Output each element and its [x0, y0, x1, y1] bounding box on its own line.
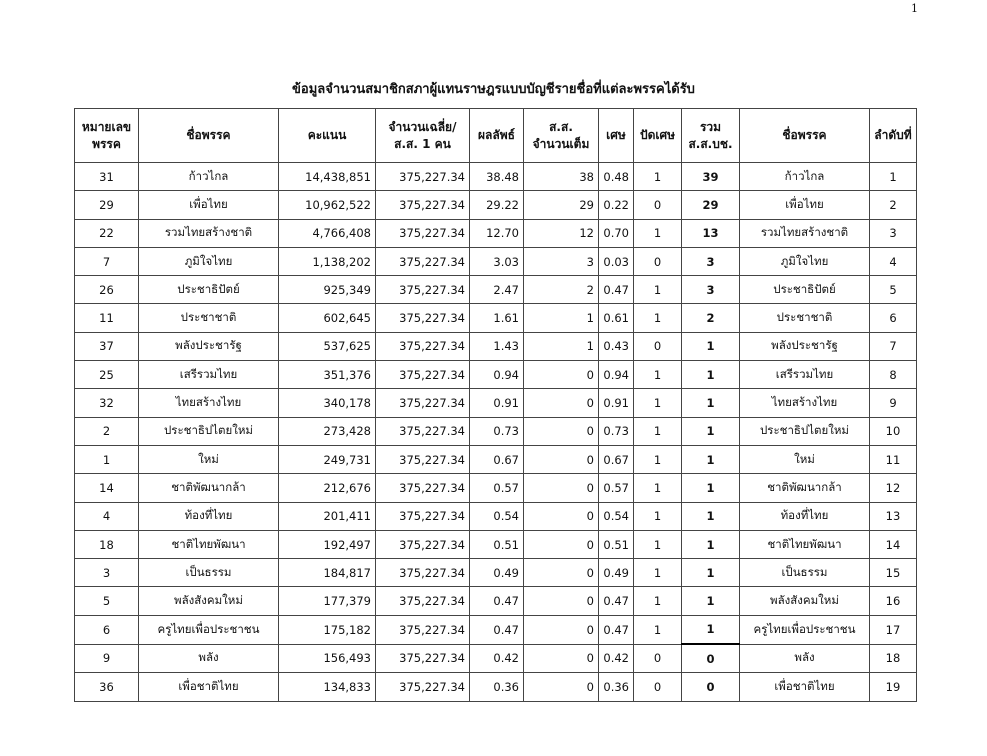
- cell-votes: 1,138,202: [279, 247, 376, 275]
- cell-average-per-mp: 375,227.34: [376, 304, 470, 332]
- cell-party-name: ชาติไทยพัฒนา: [139, 530, 279, 558]
- cell-whole-seats: 0: [524, 615, 599, 644]
- cell-average-per-mp: 375,227.34: [376, 276, 470, 304]
- cell-remainder: 0.36: [599, 673, 634, 701]
- cell-rank: 13: [870, 502, 917, 530]
- cell-party-name-2: ไทยสร้างไทย: [740, 389, 870, 417]
- cell-party-name: เสรีรวมไทย: [139, 361, 279, 389]
- table-row: [75, 673, 917, 701]
- cell-total-list-seats: 3: [682, 276, 740, 304]
- cell-result: 0.47: [470, 587, 524, 615]
- cell-average-per-mp: 375,227.34: [376, 673, 470, 701]
- cell-party-number: 29: [75, 191, 139, 219]
- cell-votes: 134,833: [279, 673, 376, 701]
- cell-votes: 192,497: [279, 530, 376, 558]
- header-total-list-seats: รวม ส.ส.บช.: [682, 109, 740, 163]
- table-row: [75, 219, 917, 247]
- cell-rank: 18: [870, 644, 917, 673]
- cell-party-name-2: ชาติไทยพัฒนา: [740, 530, 870, 558]
- cell-party-name-2: ประชาชาติ: [740, 304, 870, 332]
- cell-whole-seats: 0: [524, 445, 599, 473]
- cell-result: 0.49: [470, 559, 524, 587]
- cell-party-name: ก้าวไกล: [139, 163, 279, 191]
- cell-result: 0.67: [470, 445, 524, 473]
- cell-whole-seats: 1: [524, 332, 599, 360]
- cell-average-per-mp: 375,227.34: [376, 559, 470, 587]
- cell-votes: 249,731: [279, 445, 376, 473]
- cell-party-name: รวมไทยสร้างชาติ: [139, 219, 279, 247]
- cell-result: 1.43: [470, 332, 524, 360]
- cell-party-name-2: ประชาธิปไตยใหม่: [740, 417, 870, 445]
- cell-votes: 184,817: [279, 559, 376, 587]
- cell-remainder: 0.22: [599, 191, 634, 219]
- cell-rounding: 1: [634, 304, 682, 332]
- cell-votes: 925,349: [279, 276, 376, 304]
- cell-total-list-seats: 1: [682, 361, 740, 389]
- cell-party-name-2: พลัง: [740, 644, 870, 673]
- cell-total-list-seats: 2: [682, 304, 740, 332]
- cell-whole-seats: 2: [524, 276, 599, 304]
- table-row: [75, 163, 917, 191]
- cell-result: 0.94: [470, 361, 524, 389]
- cell-votes: 201,411: [279, 502, 376, 530]
- cell-result: 0.91: [470, 389, 524, 417]
- cell-rounding: 1: [634, 502, 682, 530]
- table-header-row: [75, 109, 917, 163]
- table-row: [75, 615, 917, 644]
- cell-total-list-seats: 39: [682, 163, 740, 191]
- cell-remainder: 0.48: [599, 163, 634, 191]
- cell-rounding: 1: [634, 163, 682, 191]
- cell-party-name: ท้องที่ไทย: [139, 502, 279, 530]
- cell-party-name: พลังประชารัฐ: [139, 332, 279, 360]
- cell-total-list-seats: 1: [682, 474, 740, 502]
- cell-result: 0.42: [470, 644, 524, 673]
- cell-average-per-mp: 375,227.34: [376, 502, 470, 530]
- cell-total-list-seats: 0: [682, 673, 740, 701]
- cell-rounding: 1: [634, 587, 682, 615]
- cell-rounding: 1: [634, 417, 682, 445]
- cell-rounding: 1: [634, 474, 682, 502]
- table-row: [75, 530, 917, 558]
- cell-remainder: 0.54: [599, 502, 634, 530]
- cell-party-name-2: พลังสังคมใหม่: [740, 587, 870, 615]
- cell-votes: 212,676: [279, 474, 376, 502]
- cell-result: 29.22: [470, 191, 524, 219]
- cell-party-number: 5: [75, 587, 139, 615]
- cell-result: 0.73: [470, 417, 524, 445]
- table-row: [75, 332, 917, 360]
- cell-rank: 17: [870, 615, 917, 644]
- header-result: ผลลัพธ์: [470, 109, 524, 163]
- cell-result: 3.03: [470, 247, 524, 275]
- party-list-seat-table: [74, 108, 917, 702]
- cell-party-name-2: เพื่อไทย: [740, 191, 870, 219]
- cell-result: 38.48: [470, 163, 524, 191]
- cell-rank: 14: [870, 530, 917, 558]
- cell-party-number: 3: [75, 559, 139, 587]
- cell-result: 0.54: [470, 502, 524, 530]
- cell-party-name: ภูมิใจไทย: [139, 247, 279, 275]
- cell-whole-seats: 0: [524, 559, 599, 587]
- cell-total-list-seats: 3: [682, 247, 740, 275]
- cell-party-number: 36: [75, 673, 139, 701]
- cell-rounding: 0: [634, 673, 682, 701]
- cell-remainder: 0.51: [599, 530, 634, 558]
- cell-votes: 351,376: [279, 361, 376, 389]
- cell-votes: 177,379: [279, 587, 376, 615]
- cell-remainder: 0.67: [599, 445, 634, 473]
- cell-whole-seats: 0: [524, 361, 599, 389]
- cell-party-name: พลัง: [139, 644, 279, 673]
- cell-party-number: 7: [75, 247, 139, 275]
- cell-votes: 175,182: [279, 615, 376, 644]
- cell-remainder: 0.49: [599, 559, 634, 587]
- cell-rank: 12: [870, 474, 917, 502]
- cell-whole-seats: 0: [524, 389, 599, 417]
- table-row: [75, 361, 917, 389]
- cell-average-per-mp: 375,227.34: [376, 615, 470, 644]
- cell-rounding: 1: [634, 219, 682, 247]
- cell-party-number: 6: [75, 615, 139, 644]
- cell-rank: 6: [870, 304, 917, 332]
- cell-average-per-mp: 375,227.34: [376, 417, 470, 445]
- cell-result: 0.36: [470, 673, 524, 701]
- cell-whole-seats: 0: [524, 417, 599, 445]
- cell-party-number: 4: [75, 502, 139, 530]
- cell-total-list-seats: 1: [682, 559, 740, 587]
- cell-rank: 15: [870, 559, 917, 587]
- cell-party-name: ชาติพัฒนากล้า: [139, 474, 279, 502]
- cell-remainder: 0.47: [599, 615, 634, 644]
- header-rounding: ปัดเศษ: [634, 109, 682, 163]
- cell-rounding: 0: [634, 644, 682, 673]
- cell-party-name-2: พลังประชารัฐ: [740, 332, 870, 360]
- cell-party-name-2: ประชาธิปัตย์: [740, 276, 870, 304]
- cell-rounding: 1: [634, 389, 682, 417]
- cell-total-list-seats: 1: [682, 389, 740, 417]
- header-average-per-mp: จำนวนเฉลี่ย/ ส.ส. 1 คน: [376, 109, 470, 163]
- cell-whole-seats: 0: [524, 587, 599, 615]
- cell-rank: 10: [870, 417, 917, 445]
- cell-votes: 602,645: [279, 304, 376, 332]
- cell-party-name: เพื่อชาติไทย: [139, 673, 279, 701]
- cell-party-name-2: ก้าวไกล: [740, 163, 870, 191]
- cell-rank: 4: [870, 247, 917, 275]
- cell-party-number: 37: [75, 332, 139, 360]
- cell-rank: 11: [870, 445, 917, 473]
- header-remainder: เศษ: [599, 109, 634, 163]
- cell-whole-seats: 0: [524, 644, 599, 673]
- table-row: [75, 417, 917, 445]
- cell-party-name: ไทยสร้างไทย: [139, 389, 279, 417]
- table-row: [75, 445, 917, 473]
- cell-average-per-mp: 375,227.34: [376, 332, 470, 360]
- header-party-number: หมายเลข พรรค: [75, 109, 139, 163]
- cell-party-number: 25: [75, 361, 139, 389]
- cell-party-name-2: ท้องที่ไทย: [740, 502, 870, 530]
- table-row: [75, 502, 917, 530]
- cell-total-list-seats: 29: [682, 191, 740, 219]
- cell-remainder: 0.94: [599, 361, 634, 389]
- cell-total-list-seats: 1: [682, 530, 740, 558]
- header-rank: ลำดับที่: [870, 109, 917, 163]
- cell-rounding: 1: [634, 445, 682, 473]
- cell-result: 2.47: [470, 276, 524, 304]
- header-party-name-2: ชื่อพรรค: [740, 109, 870, 163]
- cell-votes: 156,493: [279, 644, 376, 673]
- cell-rank: 19: [870, 673, 917, 701]
- cell-whole-seats: 0: [524, 502, 599, 530]
- cell-whole-seats: 38: [524, 163, 599, 191]
- cell-party-name: เพื่อไทย: [139, 191, 279, 219]
- cell-average-per-mp: 375,227.34: [376, 361, 470, 389]
- cell-whole-seats: 3: [524, 247, 599, 275]
- cell-party-name-2: ชาติพัฒนากล้า: [740, 474, 870, 502]
- cell-party-number: 1: [75, 445, 139, 473]
- cell-party-number: 31: [75, 163, 139, 191]
- header-party-name: ชื่อพรรค: [139, 109, 279, 163]
- cell-rounding: 1: [634, 559, 682, 587]
- cell-party-name: ใหม่: [139, 445, 279, 473]
- table-row: [75, 559, 917, 587]
- cell-rounding: 0: [634, 191, 682, 219]
- cell-total-list-seats: 1: [682, 417, 740, 445]
- cell-party-name-2: ภูมิใจไทย: [740, 247, 870, 275]
- cell-remainder: 0.03: [599, 247, 634, 275]
- cell-result: 1.61: [470, 304, 524, 332]
- cell-party-number: 22: [75, 219, 139, 247]
- cell-remainder: 0.91: [599, 389, 634, 417]
- cell-remainder: 0.43: [599, 332, 634, 360]
- cell-result: 0.47: [470, 615, 524, 644]
- cell-party-name: ประชาธิปไตยใหม่: [139, 417, 279, 445]
- cell-rank: 9: [870, 389, 917, 417]
- table-row: [75, 191, 917, 219]
- cell-average-per-mp: 375,227.34: [376, 191, 470, 219]
- header-whole-seats: ส.ส. จำนวนเต็ม: [524, 109, 599, 163]
- cell-rank: 1: [870, 163, 917, 191]
- cell-average-per-mp: 375,227.34: [376, 247, 470, 275]
- table-row: [75, 474, 917, 502]
- cell-remainder: 0.70: [599, 219, 634, 247]
- cell-average-per-mp: 375,227.34: [376, 530, 470, 558]
- cell-party-name: พลังสังคมใหม่: [139, 587, 279, 615]
- cell-average-per-mp: 375,227.34: [376, 163, 470, 191]
- cell-party-name-2: เพื่อชาติไทย: [740, 673, 870, 701]
- cell-rank: 7: [870, 332, 917, 360]
- cell-party-name-2: ครูไทยเพื่อประชาชน: [740, 615, 870, 644]
- cell-rounding: 1: [634, 276, 682, 304]
- cell-party-number: 14: [75, 474, 139, 502]
- table-row: [75, 644, 917, 673]
- cell-votes: 4,766,408: [279, 219, 376, 247]
- cell-party-number: 32: [75, 389, 139, 417]
- cell-result: 12.70: [470, 219, 524, 247]
- cell-rank: 5: [870, 276, 917, 304]
- cell-whole-seats: 0: [524, 530, 599, 558]
- cell-average-per-mp: 375,227.34: [376, 389, 470, 417]
- table-row: [75, 276, 917, 304]
- cell-total-list-seats: 1: [682, 615, 740, 644]
- cell-party-name-2: เป็นธรรม: [740, 559, 870, 587]
- cell-rank: 2: [870, 191, 917, 219]
- cell-total-list-seats: 13: [682, 219, 740, 247]
- cell-rank: 16: [870, 587, 917, 615]
- cell-rank: 3: [870, 219, 917, 247]
- cell-result: 0.57: [470, 474, 524, 502]
- cell-remainder: 0.42: [599, 644, 634, 673]
- table-row: [75, 389, 917, 417]
- cell-total-list-seats: 0: [682, 644, 740, 673]
- header-votes: คะแนน: [279, 109, 376, 163]
- table-row: [75, 304, 917, 332]
- document-title: ข้อมูลจำนวนสมาชิกสภาผู้แทนราษฎรแบบบัญชีรายชื่อที่แต่ละพรรคได้รับ: [292, 82, 695, 97]
- cell-party-name: ประชาธิปัตย์: [139, 276, 279, 304]
- cell-party-name-2: รวมไทยสร้างชาติ: [740, 219, 870, 247]
- table-row: [75, 247, 917, 275]
- cell-remainder: 0.47: [599, 276, 634, 304]
- cell-party-number: 11: [75, 304, 139, 332]
- cell-total-list-seats: 1: [682, 445, 740, 473]
- cell-total-list-seats: 1: [682, 587, 740, 615]
- cell-party-name-2: ใหม่: [740, 445, 870, 473]
- cell-rounding: 0: [634, 247, 682, 275]
- cell-party-number: 2: [75, 417, 139, 445]
- cell-party-number: 26: [75, 276, 139, 304]
- cell-average-per-mp: 375,227.34: [376, 219, 470, 247]
- cell-votes: 14,438,851: [279, 163, 376, 191]
- cell-average-per-mp: 375,227.34: [376, 445, 470, 473]
- cell-total-list-seats: 1: [682, 502, 740, 530]
- cell-rounding: 0: [634, 332, 682, 360]
- cell-party-number: 18: [75, 530, 139, 558]
- cell-party-name: ครูไทยเพื่อประชาชน: [139, 615, 279, 644]
- cell-whole-seats: 12: [524, 219, 599, 247]
- cell-average-per-mp: 375,227.34: [376, 644, 470, 673]
- cell-party-number: 9: [75, 644, 139, 673]
- cell-whole-seats: 0: [524, 474, 599, 502]
- cell-whole-seats: 1: [524, 304, 599, 332]
- cell-votes: 340,178: [279, 389, 376, 417]
- cell-remainder: 0.73: [599, 417, 634, 445]
- cell-whole-seats: 0: [524, 673, 599, 701]
- cell-party-name: เป็นธรรม: [139, 559, 279, 587]
- cell-average-per-mp: 375,227.34: [376, 474, 470, 502]
- cell-remainder: 0.57: [599, 474, 634, 502]
- cell-votes: 537,625: [279, 332, 376, 360]
- cell-votes: 273,428: [279, 417, 376, 445]
- cell-remainder: 0.47: [599, 587, 634, 615]
- cell-total-list-seats: 1: [682, 332, 740, 360]
- cell-rounding: 1: [634, 361, 682, 389]
- cell-remainder: 0.61: [599, 304, 634, 332]
- cell-party-name-2: เสรีรวมไทย: [740, 361, 870, 389]
- cell-party-name: ประชาชาติ: [139, 304, 279, 332]
- page-number: 1: [911, 2, 918, 15]
- cell-average-per-mp: 375,227.34: [376, 587, 470, 615]
- cell-votes: 10,962,522: [279, 191, 376, 219]
- table-row: [75, 587, 917, 615]
- cell-result: 0.51: [470, 530, 524, 558]
- cell-rank: 8: [870, 361, 917, 389]
- cell-whole-seats: 29: [524, 191, 599, 219]
- cell-rounding: 1: [634, 530, 682, 558]
- cell-rounding: 1: [634, 615, 682, 644]
